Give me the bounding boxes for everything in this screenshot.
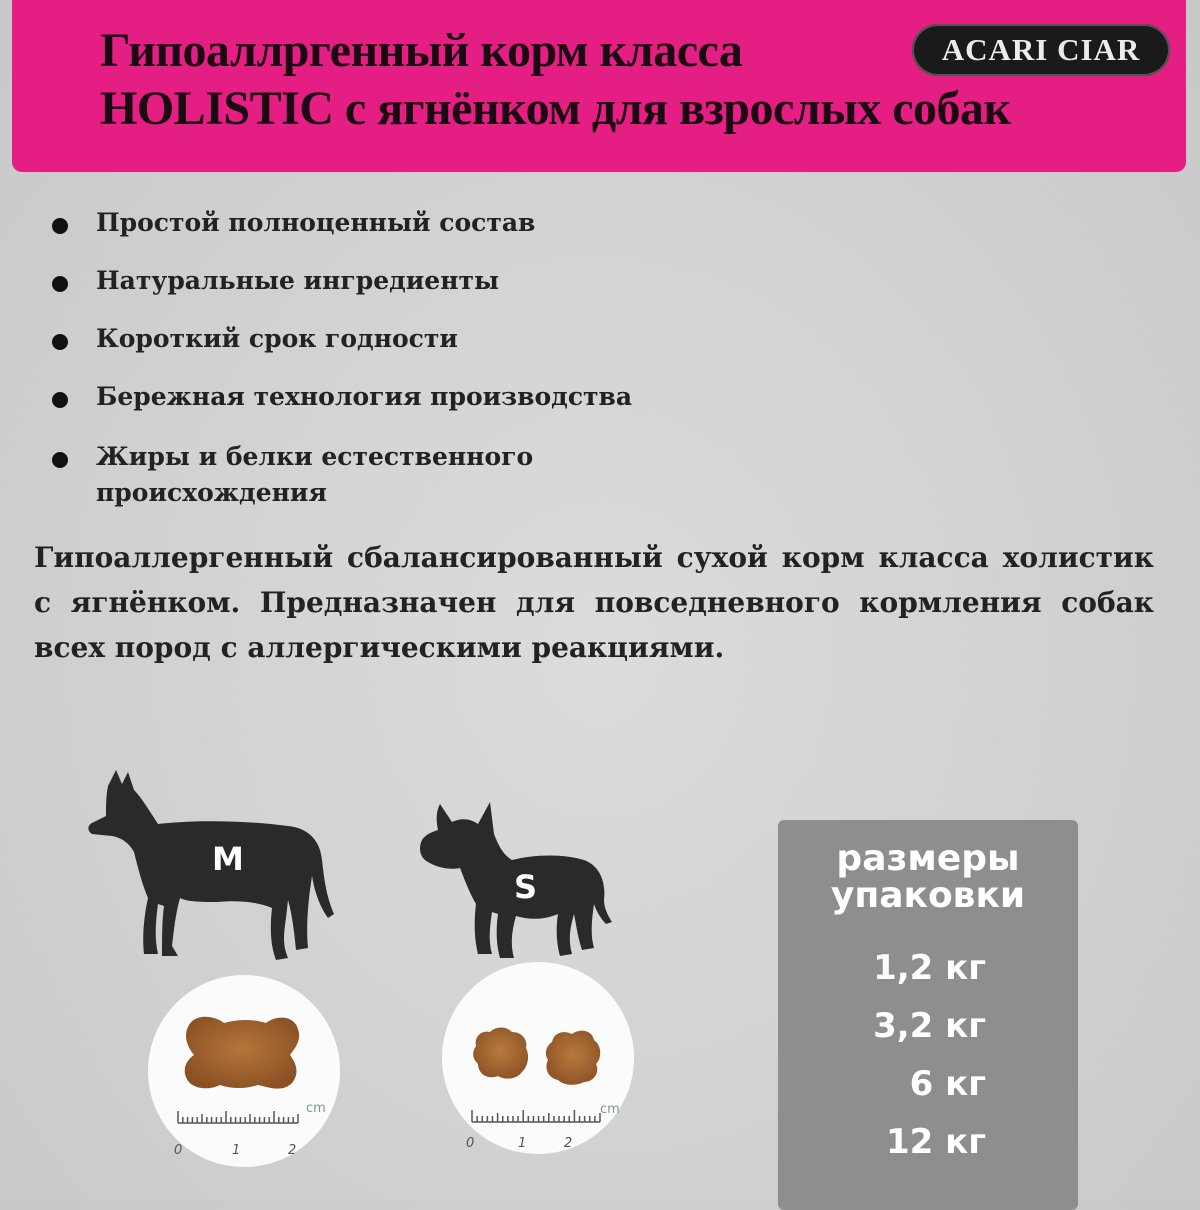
bullet-icon xyxy=(52,392,68,408)
package-sizes-title xyxy=(778,840,1078,914)
bullet-icon xyxy=(52,218,68,234)
feature-text: Бережная технология производства xyxy=(96,382,633,411)
feature-text: Натуральные ингредиенты xyxy=(96,266,500,295)
feature-text: Короткий срок годности xyxy=(96,324,458,353)
kibble-s-photo xyxy=(442,962,634,1154)
ruler-label: 1 xyxy=(518,1136,527,1151)
package-size: 12 кг xyxy=(886,1122,986,1162)
ruler-unit: cm xyxy=(600,1102,620,1117)
kibble-m-photo xyxy=(148,975,340,1167)
bullet-icon xyxy=(52,452,68,468)
ruler-unit: cm xyxy=(306,1101,326,1116)
shepherd-dog-silhouette-icon xyxy=(82,768,342,968)
bullet-icon xyxy=(52,334,68,350)
package-size: 3,2 кг xyxy=(873,1006,986,1046)
brand-logo xyxy=(912,24,1170,76)
size-label-s: S xyxy=(514,868,538,906)
package-sizes-panel xyxy=(778,820,1078,1210)
package-size: 1,2 кг xyxy=(873,948,986,988)
header-banner xyxy=(12,0,1186,172)
ruler-label: 2 xyxy=(564,1136,573,1151)
page-title xyxy=(100,22,1011,138)
bullet-icon xyxy=(52,276,68,292)
ruler-label: 0 xyxy=(174,1143,183,1158)
size-label-m: M xyxy=(212,840,244,878)
package-title-line-2: упаковки xyxy=(830,875,1026,916)
package-title-line-1: размеры xyxy=(836,838,1020,879)
brand-name: ACARI CIAR xyxy=(941,32,1141,67)
ruler-label: 2 xyxy=(288,1143,297,1158)
title-line-2: HOLISTIC с ягнёнком для взрослых собак xyxy=(100,82,1011,135)
ruler-label: 1 xyxy=(232,1143,241,1158)
feature-text: Жиры и белки естественного происхождения xyxy=(96,442,534,507)
product-description: Гипоаллергенный сбалансированный сухой корм класса холистик с ягнёнком. Предназначен для повседневного кормления собак всех пород с аллергическими реакциями. xyxy=(34,541,1154,664)
ruler-label: 0 xyxy=(466,1136,475,1151)
feature-text: Простой полноценный состав xyxy=(96,208,536,237)
bulldog-silhouette-icon xyxy=(412,798,622,968)
title-line-1: Гипоаллргенный корм класса xyxy=(100,24,743,77)
package-size: 6 кг xyxy=(909,1064,986,1104)
